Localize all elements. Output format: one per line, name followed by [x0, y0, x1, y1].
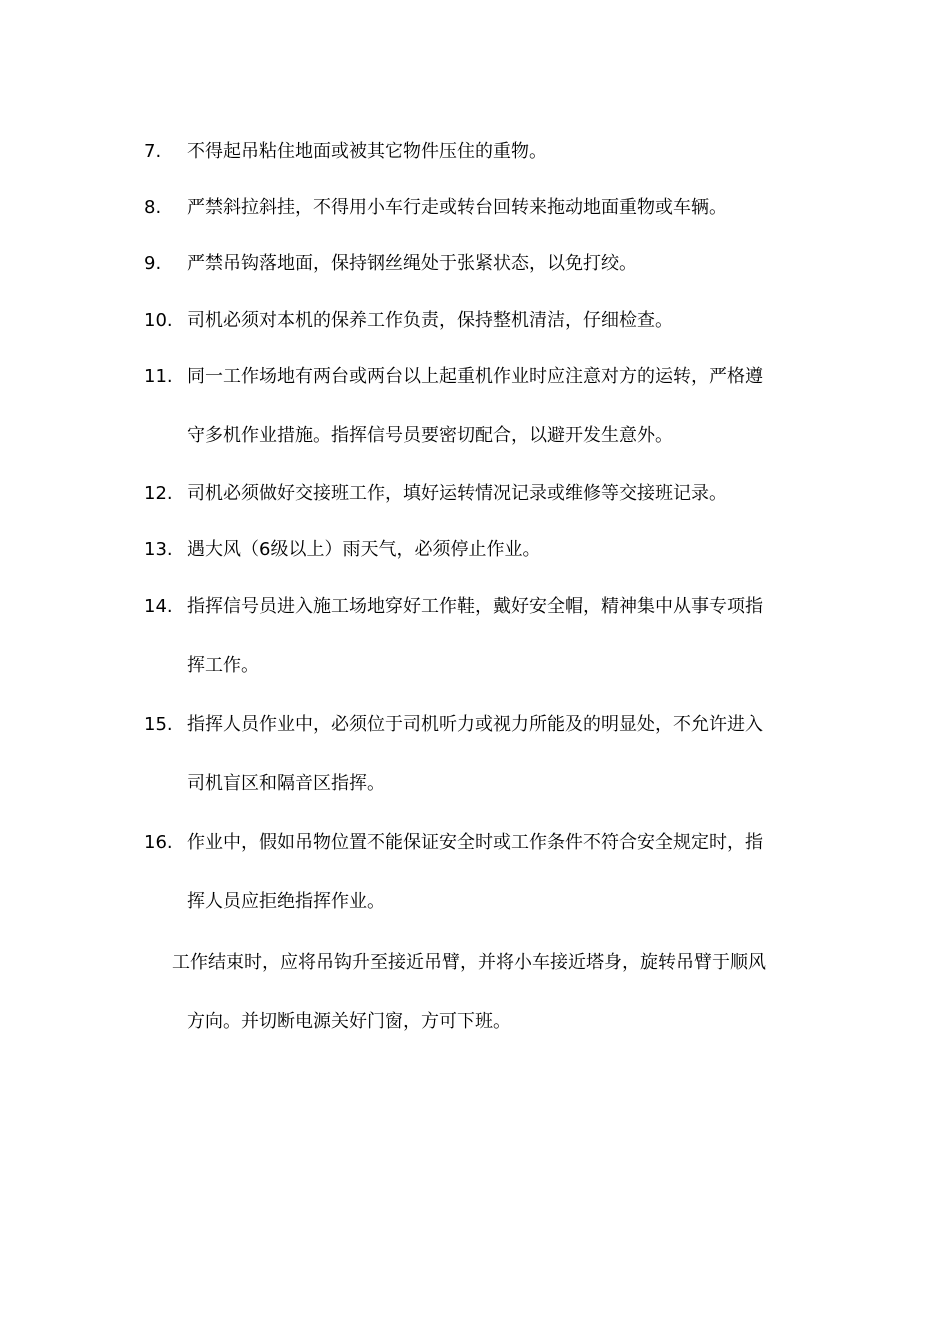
- item-number: 16.: [144, 832, 173, 853]
- item-line: 司机盲区和隔音区指挥。: [187, 773, 385, 794]
- item-text: [187, 830, 824, 915]
- item-line: 守多机作业措施。指挥信号员要密切配合，以避开发生意外。: [187, 425, 673, 446]
- item-number: 7.: [144, 141, 162, 162]
- item-line: 挥工作。: [187, 655, 259, 676]
- item-number: 12.: [144, 483, 173, 504]
- item-line: 作业中，假如吊物位置不能保证安全时或工作条件不符合安全规定时，指: [187, 832, 763, 853]
- closing-paragraph: [172, 950, 832, 1035]
- item-line: 不得起吊粘住地面或被其它物件压住的重物。: [187, 141, 547, 162]
- item-text: [187, 481, 824, 507]
- item-text: [187, 308, 824, 334]
- item-number: 11.: [144, 366, 173, 387]
- item-text: [187, 195, 824, 221]
- item-number: 9.: [144, 253, 162, 274]
- item-line: 指挥信号员进入施工场地穿好工作鞋，戴好安全帽，精神集中从事专项指: [187, 596, 763, 617]
- item-number: 13.: [144, 539, 173, 560]
- closing-line: 工作结束时，应将吊钩升至接近吊臂，并将小车接近塔身，旋转吊臂于顺风: [172, 952, 766, 973]
- item-text: [187, 364, 824, 449]
- item-line: 指挥人员作业中，必须位于司机听力或视力所能及的明显处，不允许进入: [187, 714, 763, 735]
- item-text: [187, 594, 824, 679]
- item-line: 司机必须对本机的保养工作负责，保持整机清洁，仔细检查。: [187, 310, 673, 331]
- closing-line: 方向。并切断电源关好门窗，方可下班。: [187, 1011, 511, 1032]
- item-line: 遇大风（6级以上）雨天气，必须停止作业。: [187, 539, 541, 560]
- item-number: 10.: [144, 310, 173, 331]
- item-text: [187, 537, 824, 563]
- item-text: [187, 139, 824, 165]
- item-number: 8.: [144, 197, 162, 218]
- item-line: 严禁斜拉斜挂，不得用小车行走或转台回转来拖动地面重物或车辆。: [187, 197, 727, 218]
- item-line: 同一工作场地有两台或两台以上起重机作业时应注意对方的运转，严格遵: [187, 366, 763, 387]
- item-line: 严禁吊钩落地面，保持钢丝绳处于张紧状态，以免打绞。: [187, 253, 637, 274]
- item-number: 15.: [144, 714, 173, 735]
- item-line: 挥人员应拒绝指挥作业。: [187, 891, 385, 912]
- item-number: 14.: [144, 596, 173, 617]
- item-text: [187, 251, 824, 277]
- item-text: [187, 712, 824, 797]
- item-line: 司机必须做好交接班工作，填好运转情况记录或维修等交接班记录。: [187, 483, 727, 504]
